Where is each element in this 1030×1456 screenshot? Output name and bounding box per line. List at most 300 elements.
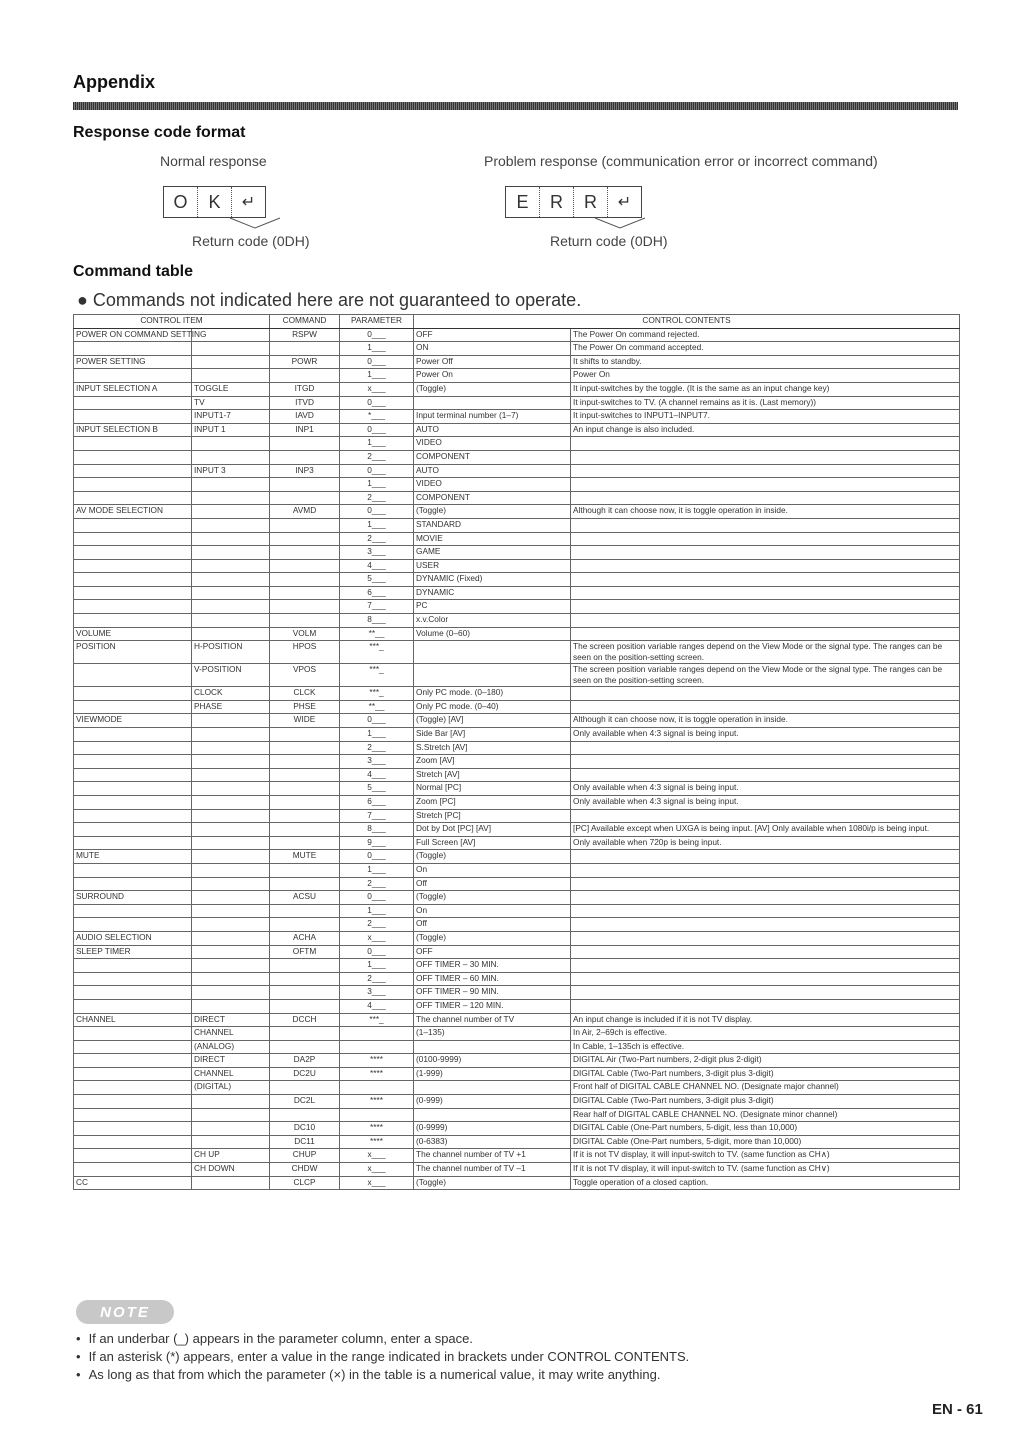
table-row	[74, 1122, 960, 1136]
control-sub-item-cell: INPUT 3	[192, 464, 270, 478]
control-contents-cell	[571, 614, 960, 628]
parameter-code-cell: 0___	[340, 505, 414, 519]
control-contents-cell	[571, 491, 960, 505]
command-code-cell: CLCP	[270, 1176, 340, 1190]
control-sub-item-cell	[192, 437, 270, 451]
control-contents-cell	[571, 464, 960, 478]
command-code-cell: OFTM	[270, 945, 340, 959]
control-contents-cell	[571, 809, 960, 823]
parameter-code-cell: 1___	[340, 369, 414, 383]
command-code-cell	[270, 904, 340, 918]
command-code-cell	[270, 1027, 340, 1041]
control-value-cell: Side Bar [AV]	[414, 728, 571, 742]
command-note-text: Commands not indicated here are not guaranteed to operate.	[92, 290, 582, 310]
control-contents-cell: DIGITAL Cable (One-Part numbers, 5-digit, less than 10,000)	[571, 1122, 960, 1136]
parameter-code-cell: 0___	[340, 396, 414, 410]
control-contents-cell	[571, 700, 960, 714]
return-icon: ↵	[617, 194, 632, 211]
return-pointer-icon	[590, 216, 650, 230]
control-item-cell	[74, 1108, 192, 1122]
command-code-cell: WIDE	[270, 714, 340, 728]
command-code-cell: DCCH	[270, 1013, 340, 1027]
control-value-cell: Off	[414, 877, 571, 891]
control-item-cell: SLEEP TIMER	[74, 945, 192, 959]
control-item-cell	[74, 1122, 192, 1136]
table-row	[74, 546, 960, 560]
control-item-cell: AUDIO SELECTION	[74, 931, 192, 945]
table-row	[74, 1108, 960, 1122]
control-item-cell	[74, 532, 192, 546]
command-code-cell	[270, 836, 340, 850]
command-code-cell	[270, 532, 340, 546]
control-value-cell: AUTO	[414, 464, 571, 478]
table-row	[74, 1163, 960, 1177]
control-item-cell	[74, 877, 192, 891]
normal-return-label: Return code (0DH)	[192, 233, 310, 249]
parameter-code-cell: 0___	[340, 945, 414, 959]
command-code-cell: DC10	[270, 1122, 340, 1136]
command-code-cell: ACSU	[270, 891, 340, 905]
parameter-code-cell: x___	[340, 1163, 414, 1177]
command-code-cell	[270, 877, 340, 891]
parameter-code-cell: ***_	[340, 687, 414, 701]
control-value-cell: COMPONENT	[414, 491, 571, 505]
header-parameter: PARAMETER	[340, 315, 414, 329]
table-row	[74, 836, 960, 850]
control-contents-cell: In Air, 2–69ch is effective.	[571, 1027, 960, 1041]
parameter-code-cell: 0___	[340, 464, 414, 478]
control-contents-cell	[571, 755, 960, 769]
control-contents-cell: The Power On command rejected.	[571, 328, 960, 342]
command-code-cell	[270, 796, 340, 810]
command-code-cell	[270, 999, 340, 1013]
control-sub-item-cell: DIRECT	[192, 1054, 270, 1068]
control-item-cell: POWER ON COMMAND SETTING	[74, 328, 192, 342]
control-item-cell	[74, 768, 192, 782]
control-item-cell	[74, 796, 192, 810]
control-item-cell	[74, 396, 192, 410]
command-code-cell	[270, 342, 340, 356]
control-value-cell: Zoom [AV]	[414, 755, 571, 769]
control-value-cell: Off	[414, 918, 571, 932]
command-code-cell	[270, 863, 340, 877]
control-contents-cell	[571, 532, 960, 546]
parameter-code-cell: 9___	[340, 836, 414, 850]
parameter-code-cell: 0___	[340, 328, 414, 342]
command-code-cell: DA2P	[270, 1054, 340, 1068]
command-code-cell	[270, 491, 340, 505]
parameter-code-cell: ***_	[340, 664, 414, 687]
table-row	[74, 918, 960, 932]
command-code-cell	[270, 809, 340, 823]
table-row	[74, 891, 960, 905]
parameter-code-cell: 1___	[340, 518, 414, 532]
parameter-code-cell: 0___	[340, 850, 414, 864]
control-sub-item-cell	[192, 959, 270, 973]
command-code-cell	[270, 437, 340, 451]
control-value-cell: OFF TIMER – 60 MIN.	[414, 972, 571, 986]
control-item-cell: INPUT SELECTION B	[74, 423, 192, 437]
control-item-cell	[74, 1095, 192, 1109]
table-row	[74, 904, 960, 918]
control-item-cell: VOLUME	[74, 627, 192, 641]
header-control-contents: CONTROL CONTENTS	[414, 315, 960, 329]
control-value-cell: The channel number of TV –1	[414, 1163, 571, 1177]
control-item-cell	[74, 1040, 192, 1054]
control-contents-cell: In Cable, 1–135ch is effective.	[571, 1040, 960, 1054]
control-contents-cell: DIGITAL Air (Two-Part numbers, 2-digit plus 2-digit)	[571, 1054, 960, 1068]
table-row	[74, 1067, 960, 1081]
control-item-cell	[74, 959, 192, 973]
code-char: E	[506, 187, 540, 217]
control-item-cell	[74, 600, 192, 614]
parameter-code-cell: ****	[340, 1067, 414, 1081]
table-row	[74, 491, 960, 505]
control-contents-cell	[571, 437, 960, 451]
control-value-cell: Only PC mode. (0–180)	[414, 687, 571, 701]
control-sub-item-cell	[192, 768, 270, 782]
parameter-code-cell: ****	[340, 1095, 414, 1109]
control-contents-cell: Rear half of DIGITAL CABLE CHANNEL NO. (Designate minor channel)	[571, 1108, 960, 1122]
control-contents-cell: The Power On command accepted.	[571, 342, 960, 356]
control-value-cell: (Toggle)	[414, 1176, 571, 1190]
command-code-cell	[270, 450, 340, 464]
control-contents-cell: DIGITAL Cable (One-Part numbers, 5-digit, more than 10,000)	[571, 1135, 960, 1149]
table-row	[74, 863, 960, 877]
control-item-cell: POWER SETTING	[74, 355, 192, 369]
control-sub-item-cell	[192, 850, 270, 864]
command-code-cell: INP1	[270, 423, 340, 437]
control-value-cell: (Toggle)	[414, 891, 571, 905]
control-item-cell: CC	[74, 1176, 192, 1190]
control-contents-cell	[571, 687, 960, 701]
table-row	[74, 850, 960, 864]
table-row	[74, 809, 960, 823]
control-sub-item-cell	[192, 1095, 270, 1109]
command-code-cell	[270, 369, 340, 383]
table-row	[74, 355, 960, 369]
control-contents-cell	[571, 877, 960, 891]
control-value-cell: S.Stretch [AV]	[414, 741, 571, 755]
control-contents-cell: Only available when 4:3 signal is being input.	[571, 796, 960, 810]
control-value-cell: OFF TIMER – 120 MIN.	[414, 999, 571, 1013]
command-code-cell	[270, 986, 340, 1000]
parameter-code-cell: 2___	[340, 741, 414, 755]
control-value-cell: (1–135)	[414, 1027, 571, 1041]
table-row	[74, 728, 960, 742]
control-item-cell: AV MODE SELECTION	[74, 505, 192, 519]
parameter-code-cell: 4___	[340, 768, 414, 782]
parameter-code-cell: 7___	[340, 600, 414, 614]
control-contents-cell	[571, 478, 960, 492]
control-value-cell: (0100-9999)	[414, 1054, 571, 1068]
control-contents-cell	[571, 918, 960, 932]
table-row	[74, 614, 960, 628]
table-row	[74, 1176, 960, 1190]
table-row	[74, 600, 960, 614]
table-row	[74, 1013, 960, 1027]
control-contents-cell	[571, 931, 960, 945]
parameter-code-cell: ****	[340, 1054, 414, 1068]
parameter-code-cell: 2___	[340, 491, 414, 505]
control-sub-item-cell	[192, 877, 270, 891]
control-item-cell: VIEWMODE	[74, 714, 192, 728]
control-value-cell: DYNAMIC	[414, 586, 571, 600]
parameter-code-cell: 1___	[340, 904, 414, 918]
control-item-cell	[74, 755, 192, 769]
control-item-cell: SURROUND	[74, 891, 192, 905]
control-item-cell	[74, 1067, 192, 1081]
control-value-cell: Input terminal number (1–7)	[414, 410, 571, 424]
control-value-cell: (Toggle)	[414, 850, 571, 864]
control-sub-item-cell	[192, 823, 270, 837]
command-table	[73, 314, 960, 1190]
table-row	[74, 664, 960, 687]
control-sub-item-cell	[192, 627, 270, 641]
control-contents-cell: [PC] Available except when UXGA is being input. [AV] Only available when 1080i/p is being input.	[571, 823, 960, 837]
parameter-code-cell: *___	[340, 410, 414, 424]
command-code-cell	[270, 755, 340, 769]
code-char: O	[164, 187, 198, 217]
control-item-cell	[74, 664, 192, 687]
control-value-cell: Dot by Dot [PC] [AV]	[414, 823, 571, 837]
parameter-code-cell: 8___	[340, 614, 414, 628]
control-value-cell	[414, 396, 571, 410]
command-code-cell: ITGD	[270, 382, 340, 396]
parameter-code-cell: 8___	[340, 823, 414, 837]
table-row	[74, 641, 960, 664]
control-contents-cell: It input-switches by the toggle. (It is the same as an input change key)	[571, 382, 960, 396]
command-code-cell: DC2L	[270, 1095, 340, 1109]
control-contents-cell: It input-switches to INPUT1–INPUT7.	[571, 410, 960, 424]
header-command: COMMAND	[270, 315, 340, 329]
parameter-code-cell: 5___	[340, 573, 414, 587]
parameter-code-cell: 2___	[340, 450, 414, 464]
command-code-cell	[270, 918, 340, 932]
control-contents-cell: DIGITAL Cable (Two-Part numbers, 3-digit plus 3-digit)	[571, 1095, 960, 1109]
command-code-cell: MUTE	[270, 850, 340, 864]
control-value-cell: OFF TIMER – 90 MIN.	[414, 986, 571, 1000]
control-item-cell	[74, 1149, 192, 1163]
table-row	[74, 328, 960, 342]
control-contents-cell	[571, 850, 960, 864]
control-contents-cell: If it is not TV display, it will input-switch to TV. (same function as CH∧)	[571, 1149, 960, 1163]
parameter-code-cell: 0___	[340, 714, 414, 728]
parameter-code-cell: x___	[340, 1149, 414, 1163]
parameter-code-cell: 6___	[340, 796, 414, 810]
table-row	[74, 464, 960, 478]
table-row	[74, 768, 960, 782]
control-value-cell: STANDARD	[414, 518, 571, 532]
return-pointer-icon	[225, 216, 285, 230]
control-contents-cell: Power On	[571, 369, 960, 383]
header-rule	[73, 102, 958, 110]
parameter-code-cell: 6___	[340, 586, 414, 600]
control-sub-item-cell	[192, 1108, 270, 1122]
control-item-cell	[74, 450, 192, 464]
control-value-cell: Power On	[414, 369, 571, 383]
control-value-cell: VIDEO	[414, 478, 571, 492]
parameter-code-cell: 3___	[340, 986, 414, 1000]
control-contents-cell	[571, 863, 960, 877]
control-item-cell	[74, 1135, 192, 1149]
control-value-cell: OFF TIMER – 30 MIN.	[414, 959, 571, 973]
control-contents-cell	[571, 945, 960, 959]
control-contents-cell: An input change is included if it is not TV display.	[571, 1013, 960, 1027]
command-code-cell	[270, 782, 340, 796]
control-item-cell	[74, 1081, 192, 1095]
control-value-cell: On	[414, 904, 571, 918]
control-sub-item-cell	[192, 505, 270, 519]
command-code-cell: CHDW	[270, 1163, 340, 1177]
normal-response-code	[163, 186, 266, 218]
control-value-cell: (0-9999)	[414, 1122, 571, 1136]
control-value-cell: (Toggle)	[414, 931, 571, 945]
control-item-cell	[74, 1054, 192, 1068]
command-code-cell	[270, 600, 340, 614]
parameter-code-cell	[340, 1081, 414, 1095]
table-row	[74, 1149, 960, 1163]
control-item-cell	[74, 342, 192, 356]
command-code-cell: AVMD	[270, 505, 340, 519]
control-value-cell: ON	[414, 342, 571, 356]
command-code-cell	[270, 741, 340, 755]
control-contents-cell: Although it can choose now, it is toggle operation in inside.	[571, 714, 960, 728]
control-item-cell	[74, 986, 192, 1000]
command-code-cell	[270, 1040, 340, 1054]
control-item-cell	[74, 518, 192, 532]
control-sub-item-cell	[192, 491, 270, 505]
table-row	[74, 1095, 960, 1109]
control-item-cell	[74, 1163, 192, 1177]
control-sub-item-cell	[192, 614, 270, 628]
control-sub-item-cell	[192, 999, 270, 1013]
command-code-cell	[270, 614, 340, 628]
table-row	[74, 478, 960, 492]
control-sub-item-cell: V-POSITION	[192, 664, 270, 687]
problem-response-code	[505, 186, 642, 218]
command-code-cell: ACHA	[270, 931, 340, 945]
control-value-cell: OFF	[414, 328, 571, 342]
control-item-cell	[74, 369, 192, 383]
table-row	[74, 627, 960, 641]
control-item-cell: MUTE	[74, 850, 192, 864]
note-item: • As long as that from which the parameter (×) in the table is a numerical value, it may write anything.	[76, 1366, 689, 1384]
table-row	[74, 986, 960, 1000]
parameter-code-cell: 0___	[340, 423, 414, 437]
control-value-cell: COMPONENT	[414, 450, 571, 464]
control-contents-cell	[571, 559, 960, 573]
command-code-cell: VPOS	[270, 664, 340, 687]
command-code-cell	[270, 1108, 340, 1122]
control-value-cell: VIDEO	[414, 437, 571, 451]
command-table-body	[74, 328, 960, 1190]
table-row	[74, 741, 960, 755]
command-code-cell: IAVD	[270, 410, 340, 424]
control-value-cell: (Toggle)	[414, 505, 571, 519]
command-code-cell: CHUP	[270, 1149, 340, 1163]
table-row	[74, 518, 960, 532]
command-code-cell	[270, 478, 340, 492]
command-table-title: Command table	[73, 263, 194, 280]
control-item-cell	[74, 491, 192, 505]
note-list	[76, 1330, 689, 1384]
control-contents-cell: Front half of DIGITAL CABLE CHANNEL NO. (Designate major channel)	[571, 1081, 960, 1095]
control-contents-cell	[571, 986, 960, 1000]
control-item-cell: POSITION	[74, 641, 192, 664]
control-sub-item-cell: (ANALOG)	[192, 1040, 270, 1054]
control-sub-item-cell	[192, 1135, 270, 1149]
table-row	[74, 1027, 960, 1041]
command-code-cell	[270, 559, 340, 573]
control-contents-cell: The screen position variable ranges depend on the View Mode or the signal type. The ranges can be seen on the position-setting screen.	[571, 641, 960, 664]
command-code-cell	[270, 972, 340, 986]
control-value-cell	[414, 641, 571, 664]
table-row	[74, 755, 960, 769]
parameter-code-cell: **__	[340, 627, 414, 641]
parameter-code-cell: 2___	[340, 972, 414, 986]
parameter-code-cell: 1___	[340, 437, 414, 451]
parameter-code-cell: 3___	[340, 546, 414, 560]
control-sub-item-cell	[192, 586, 270, 600]
control-value-cell: Zoom [PC]	[414, 796, 571, 810]
table-row	[74, 796, 960, 810]
normal-response-label: Normal response	[160, 153, 267, 169]
control-sub-item-cell	[192, 573, 270, 587]
control-sub-item-cell	[192, 796, 270, 810]
control-contents-cell: Only available when 720p is being input.	[571, 836, 960, 850]
command-code-cell: RSPW	[270, 328, 340, 342]
parameter-code-cell	[340, 1040, 414, 1054]
control-value-cell: On	[414, 863, 571, 877]
parameter-code-cell: 1___	[340, 728, 414, 742]
command-code-cell	[270, 823, 340, 837]
control-value-cell: (0-999)	[414, 1095, 571, 1109]
parameter-code-cell: 0___	[340, 355, 414, 369]
control-contents-cell: Only available when 4:3 signal is being input.	[571, 728, 960, 742]
control-item-cell: INPUT SELECTION A	[74, 382, 192, 396]
control-item-cell	[74, 700, 192, 714]
table-row	[74, 1040, 960, 1054]
control-sub-item-cell: DIRECT	[192, 1013, 270, 1027]
page-header: Appendix	[73, 72, 156, 92]
control-contents-cell: It input-switches to TV. (A channel remains as it is. (Last memory))	[571, 396, 960, 410]
control-value-cell: (0-6383)	[414, 1135, 571, 1149]
control-sub-item-cell: PHASE	[192, 700, 270, 714]
control-item-cell	[74, 918, 192, 932]
control-contents-cell: The screen position variable ranges depend on the View Mode or the signal type. The ranges can be seen on the position-setting screen.	[571, 664, 960, 687]
control-contents-cell: Toggle operation of a closed caption.	[571, 1176, 960, 1190]
control-sub-item-cell	[192, 931, 270, 945]
command-code-cell: DC11	[270, 1135, 340, 1149]
table-row	[74, 559, 960, 573]
control-item-cell	[74, 559, 192, 573]
control-value-cell: (Toggle)	[414, 382, 571, 396]
control-value-cell: (Toggle) [AV]	[414, 714, 571, 728]
table-row	[74, 999, 960, 1013]
control-item-cell	[74, 410, 192, 424]
control-item-cell	[74, 972, 192, 986]
table-row	[74, 573, 960, 587]
table-row	[74, 714, 960, 728]
control-item-cell	[74, 999, 192, 1013]
control-contents-cell	[571, 999, 960, 1013]
control-value-cell: The channel number of TV	[414, 1013, 571, 1027]
control-value-cell: Volume (0–60)	[414, 627, 571, 641]
parameter-code-cell: ***_	[340, 1013, 414, 1027]
parameter-code-cell: 4___	[340, 999, 414, 1013]
control-value-cell: OFF	[414, 945, 571, 959]
